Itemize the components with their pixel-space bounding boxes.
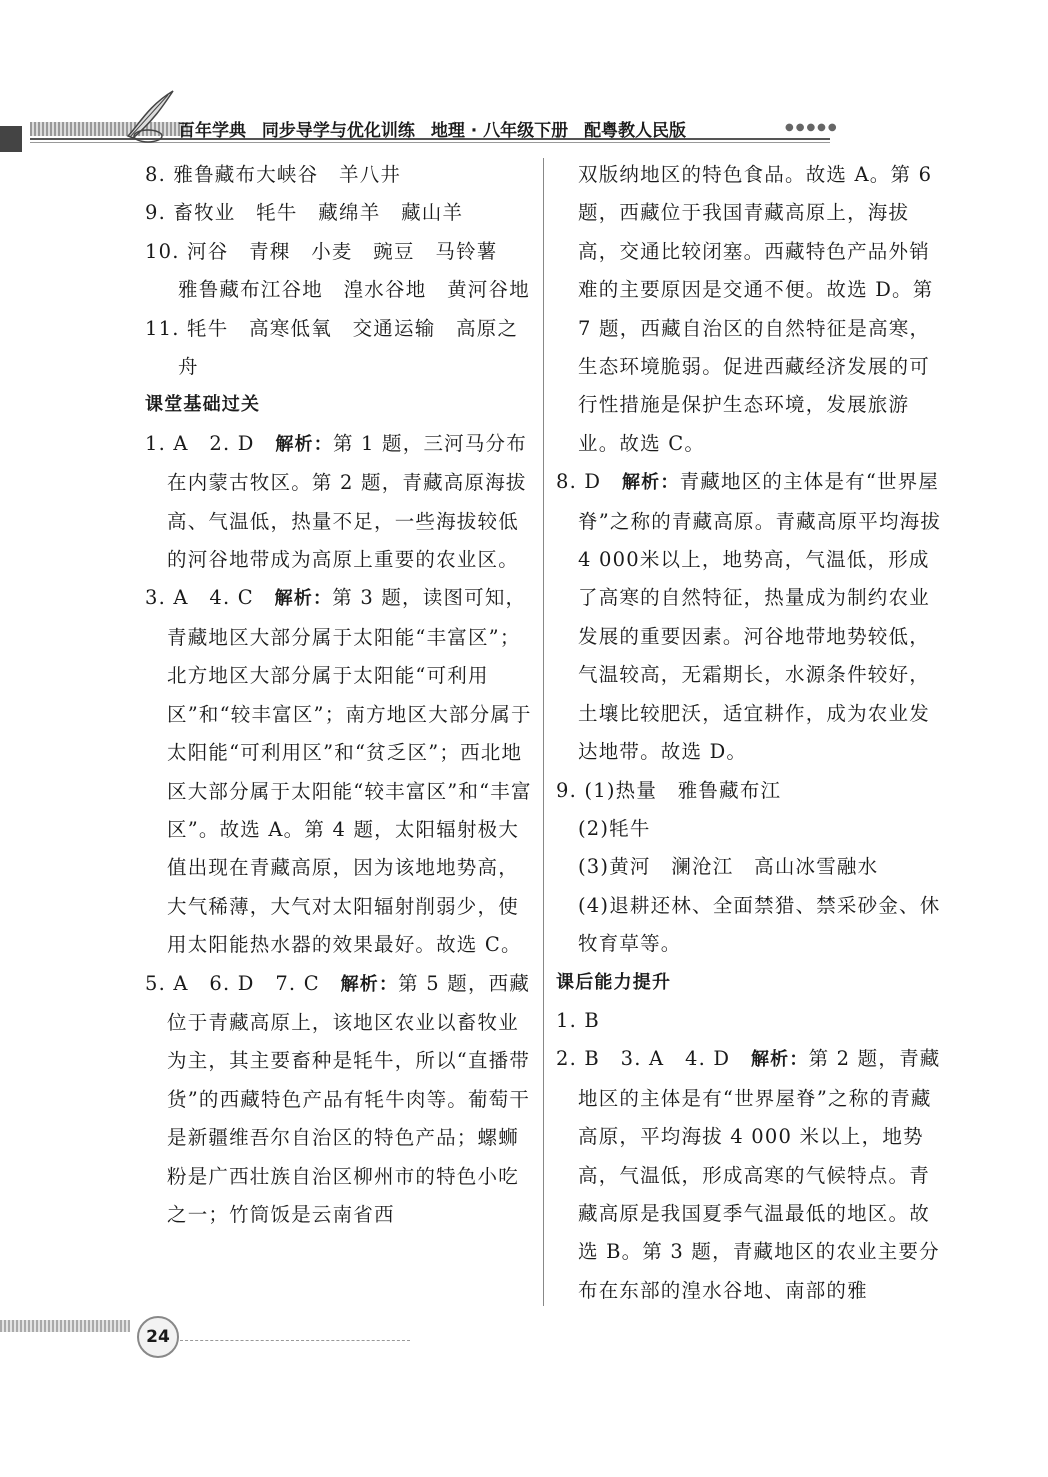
analysis-text: 第 2 题，青藏地区的主体是有“世界屋脊”之称的青藏高原，平均海拔 4 000 米以上，地势高，气温低，形成高寒的气候特点。青藏高原是我国夏季气温最低的地区。故选 B。第 3 题，青藏地区的农业主要分布在东部的湟水谷地、南部的雅 xyxy=(578,1047,941,1302)
header-title xyxy=(178,116,696,141)
analysis-label: 解析： xyxy=(621,472,680,494)
answer-5-7-cont: 双版纳地区的特色食品。故选 A。第 6 题，西藏位于我国青藏高原上，海拔高，交通比较闭塞。西藏特色产品外销难的主要原因是交通不便。故选 D。第 7 题，西藏自治区的自然特征是高寒，生态环境脆弱。促进西藏经济发展的可行性措施是保护生态环境，发展旅游业。故选 C。 xyxy=(578,163,934,455)
analysis-label: 解析： xyxy=(275,433,333,455)
answer-8: 8. 雅鲁藏布大峡谷 羊八井 xyxy=(145,163,402,186)
answer-11: 11. 牦牛 高寒低氧 交通运输 高原之舟 xyxy=(145,316,519,379)
page-header xyxy=(0,86,1048,156)
practice-2-4 xyxy=(556,1040,946,1310)
answer-5-7 xyxy=(145,965,535,1235)
header-brand: 百年学典 xyxy=(178,121,246,141)
answer-9-1: 9. (1)热量 雅鲁藏布江 xyxy=(556,778,782,802)
analysis-text: 第 1 题，三河马分布在内蒙古牧区。第 2 题，青藏高原海拔高、气温低，热量不足，一些海拔较低的河谷地带成为高原上重要的农业区。 xyxy=(167,431,527,572)
answer-1-2 xyxy=(145,425,535,580)
header-subject: 地理 · 八年级下册 xyxy=(430,121,569,141)
answer-3-4 xyxy=(145,579,535,964)
answer-key: 1. A 2. D xyxy=(145,431,255,455)
footer-stripe-band xyxy=(0,1320,130,1332)
analysis-text: 第 3 题，读图可知，青藏地区大部分属于太阳能“丰富区”；北方地区大部分属于太阳能“可利用区”和“较丰富区”；南方地区大部分属于太阳能“可利用区”和“贫乏区”；西北地区大部分属于太阳能“较丰富区”和“丰富区”。故选 A。第 4 题，太阳辐射极大值出现在青藏高原，因为该地地势高，大气稀薄，大气对太阳辐射削弱少，使用太阳能热水器的效果最好。故选 C。 xyxy=(167,586,532,957)
analysis-label: 解析： xyxy=(274,588,333,610)
answer-key: 5. A 6. D 7. C xyxy=(145,971,320,995)
header-series: 同步导学与优化训练 xyxy=(261,121,415,141)
header-edition: 配粤教人民版 xyxy=(584,121,687,141)
answer-9-2: (2)牦牛 xyxy=(578,816,651,840)
answer-key: 2. B 3. A 4. D xyxy=(556,1047,731,1071)
answer-key: 3. A 4. C xyxy=(145,586,254,610)
analysis-label: 解析： xyxy=(340,973,399,995)
section-title-basic: 课堂基础过关 xyxy=(145,394,261,416)
answer-9-3: (3)黄河 澜沧江 高山冰雪融水 xyxy=(578,855,879,879)
right-column xyxy=(556,156,946,1310)
column-divider xyxy=(543,158,544,1306)
page-footer xyxy=(0,1310,1048,1360)
answer-9: 9. 畜牧业 牦牛 藏绵羊 藏山羊 xyxy=(145,201,464,225)
answer-10-cont: 雅鲁藏布江谷地 湟水谷地 黄河谷地 xyxy=(178,278,530,302)
analysis-text: 青藏地区的主体是有“世界屋脊”之称的青藏高原。青藏高原平均海拔4 000米以上，地势高，气温低，形成了高寒的自然特征，热量成为制约农业发展的重要因素。河谷地带地势较低，气温较高，无霜期长，水源条件较好，土壤比较肥沃，适宜耕作，成为农业发达地带。故选 D。 xyxy=(578,470,942,764)
footer-dashed-rule xyxy=(180,1340,410,1341)
practice-1: 1. B xyxy=(556,1008,600,1032)
answer-key: 8. D xyxy=(556,470,602,494)
left-column xyxy=(145,156,535,1234)
section-title-advanced: 课后能力提升 xyxy=(556,971,672,993)
answer-10: 10. 河谷 青稞 小麦 豌豆 马铃薯 xyxy=(145,239,498,263)
feather-icon xyxy=(118,86,178,146)
header-tab-mark xyxy=(0,126,22,152)
header-dots: ●●●●● xyxy=(785,122,839,133)
analysis-text: 第 5 题，西藏位于青藏高原上，该地区农业以畜牧业为主，其主要畜种是牦牛，所以“直播带货”的西藏特色产品有牦牛肉等。葡萄干是新疆维吾尔自治区的特色产品；螺蛳粉是广西壮族自治区柳州市的特色小吃之一；竹筒饭是云南省西 xyxy=(167,971,531,1226)
answer-9-4: (4)退耕还林、全面禁猎、禁采砂金、休牧育草等。 xyxy=(578,893,941,956)
answer-8-analysis xyxy=(556,463,946,771)
page-number: 24 xyxy=(137,1316,179,1358)
analysis-label: 解析： xyxy=(750,1049,809,1071)
